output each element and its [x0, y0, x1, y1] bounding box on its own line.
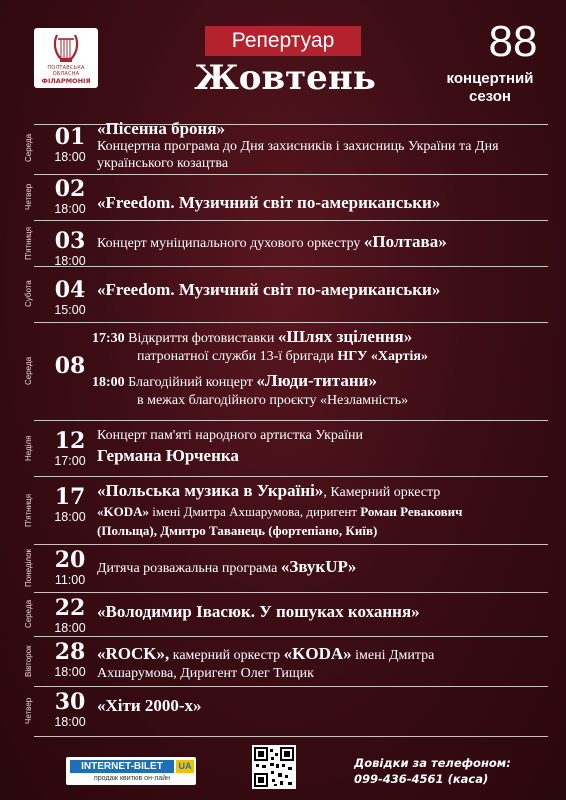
event-time: 18:00 [54, 665, 86, 679]
event-weekday: П'ятниця [24, 493, 33, 527]
event-day: 01 [54, 124, 86, 150]
event-sub-line2-bold: НГУ «Хартія» [337, 349, 428, 364]
event-time: 18:00 [54, 254, 86, 268]
event-time: 18:00 [54, 202, 86, 216]
event-title: «Пісенна броня» [97, 119, 226, 138]
event-weekday: П'ятниця [24, 226, 33, 260]
event-sub-title: «Люди-титани» [256, 371, 377, 390]
event-line1-text: камерний оркестр [169, 648, 284, 663]
event-time: 18:00 [54, 150, 86, 164]
event-sub-time: 18:00 [92, 375, 125, 390]
event-row [24, 592, 554, 636]
event-day: 20 [54, 547, 86, 573]
event-sub-line2 [137, 348, 566, 365]
event-sub-text: Благодійний концерт [128, 375, 257, 390]
event-description: Концертна програма до Дня захисників і захисниць України та Дня українського козацтва [97, 139, 499, 171]
phone-number[interactable]: 099-436-4561 (каса) [354, 772, 489, 786]
event-row [24, 636, 554, 686]
season-label [430, 70, 550, 106]
event-line2-bold2: Роман Ревакович [360, 504, 463, 519]
internet-bilet-ua: UA [176, 760, 194, 773]
internet-bilet-link[interactable] [66, 757, 196, 785]
event-day: 17 [54, 484, 86, 510]
event-day: 12 [54, 428, 86, 454]
event-row [24, 322, 554, 420]
qr-code-icon[interactable] [252, 745, 296, 789]
event-time: 18:00 [54, 510, 86, 524]
phone-label: Довідки за телефоном: [354, 756, 511, 770]
event-prefix: Концерт муніципального духового оркестру [97, 236, 364, 251]
event-sub-time: 17:30 [92, 331, 125, 346]
event-day: 08 [54, 353, 86, 379]
event-row [24, 476, 554, 544]
event-row [24, 420, 554, 476]
event-description: Концерт пам'яті народного артистка України [97, 428, 363, 443]
event-prefix: Дитяча розважальна програма [97, 561, 281, 576]
event-weekday: Середа [24, 133, 33, 163]
event-line1-rest: , Камерний оркестр [323, 485, 441, 500]
event-weekday: Субота [24, 280, 33, 308]
event-time: 18:00 [54, 715, 86, 729]
season-label-line2: сезон [469, 88, 511, 105]
philharmonic-logo [34, 28, 98, 88]
lyre-icon [51, 31, 81, 65]
event-line1-bold: «KODA» [283, 644, 352, 663]
internet-bilet-sub: продаж квитків он-лайн [93, 775, 171, 782]
month-title: Жовтень [194, 58, 376, 98]
event-sub-line [92, 372, 552, 391]
event-time: 15:00 [54, 303, 86, 317]
logo-text-line1: ПОЛТАВСЬКА ОБЛАСНА [47, 65, 85, 77]
event-line2-bold1: «KODA» [97, 504, 149, 519]
event-line2: Ахшарумова, Диригент Олег Тищик [97, 666, 314, 681]
event-sub-text: Відкриття фотовиставки [128, 331, 278, 346]
event-weekday: Вівторок [24, 645, 33, 677]
season-number: 88 [488, 17, 538, 66]
event-title: «Freedom. Музичний світ по-американськи» [97, 193, 441, 212]
event-day: 04 [54, 277, 86, 303]
event-title: «ROCK», [97, 644, 170, 663]
event-line1-tail: імені Дмитра [351, 648, 435, 663]
event-time: 17:00 [54, 454, 86, 468]
event-day: 02 [54, 176, 86, 202]
event-text [97, 233, 557, 252]
event-title: «Хіти 2000-х» [97, 696, 202, 715]
event-text [97, 558, 557, 577]
event-time: 11:00 [54, 573, 86, 587]
event-sub-line2-text: патронатної служби 13-ї бригади [137, 349, 338, 364]
internet-bilet-brand: INTERNET-BILET [70, 760, 174, 773]
event-weekday: Понеділок [24, 548, 33, 588]
event-row [24, 119, 554, 174]
event-line1 [97, 482, 557, 501]
event-row [24, 686, 554, 736]
event-row [24, 174, 554, 220]
event-weekday: Четвер [24, 183, 33, 211]
event-day: 28 [54, 639, 86, 665]
separator [34, 736, 548, 737]
logo-text-line2: ФІЛАРМОНІЯ [41, 77, 91, 85]
event-title: «Польська музика в Україні» [97, 481, 324, 500]
event-title: «Freedom. Музичний світ по-американськи» [97, 280, 441, 299]
event-weekday: Неділя [24, 435, 33, 461]
event-line1 [97, 645, 557, 664]
event-line2 [97, 504, 557, 519]
event-line2-text: імені Дмитра Ахшарумова, диригент [149, 504, 361, 519]
event-time: 18:00 [54, 621, 86, 635]
event-row [24, 266, 554, 322]
event-sub-line [92, 328, 552, 347]
event-title: «Володимир Івасюк. У пошуках кохання» [97, 602, 420, 621]
event-day: 22 [54, 595, 86, 621]
repertoire-badge: Репертуар [205, 26, 361, 56]
event-sub-title: «Шлях зцілення» [277, 327, 413, 346]
event-day: 03 [54, 228, 86, 254]
event-weekday: Середа [24, 356, 33, 386]
event-weekday: Четвер [24, 697, 33, 725]
event-day: 30 [54, 689, 86, 715]
event-title: «Полтава» [363, 232, 447, 251]
event-weekday: Середа [24, 599, 33, 629]
event-row [24, 544, 554, 592]
event-title: Германа Юрченка [97, 446, 239, 465]
event-line3: (Польща), Дмитро Таванець (фортепіано, Київ) [97, 523, 378, 538]
season-label-line1: концертний [446, 70, 534, 87]
event-sub-line2: в межах благодійного проєкту «Незламність» [137, 393, 409, 408]
event-title: «ЗвукUP» [280, 557, 357, 576]
event-row [24, 220, 554, 266]
